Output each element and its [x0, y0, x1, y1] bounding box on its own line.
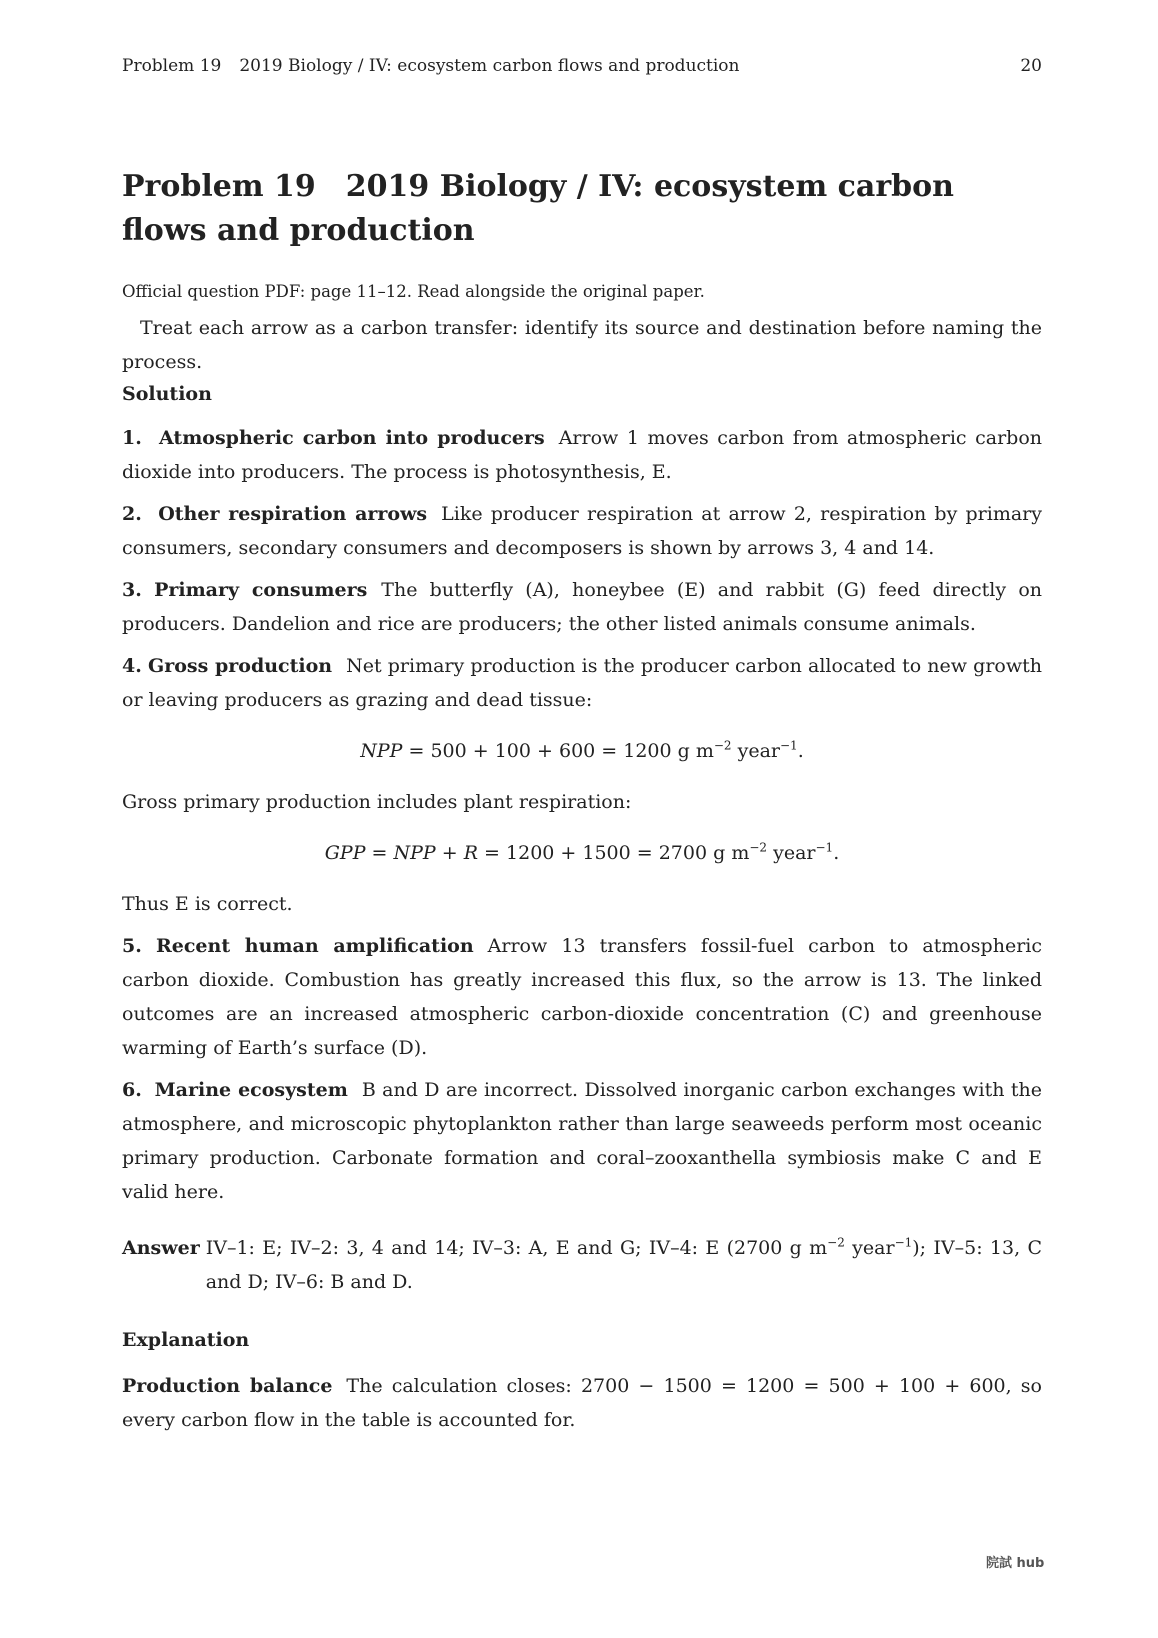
exponent: −1 [815, 840, 834, 855]
unit-year: year [731, 740, 780, 762]
item-number: 3. [122, 579, 142, 601]
item-title: Gross production [147, 655, 333, 677]
problem-subject: 2019 Biology / IV: ecosystem carbon flows and production [122, 169, 954, 248]
exponent: −1 [780, 738, 798, 753]
item-number: 1. [122, 427, 142, 449]
answer-block [122, 1231, 1042, 1299]
explanation-heading: Explanation [122, 1329, 250, 1351]
running-head [122, 56, 1042, 76]
running-head-title [122, 56, 740, 76]
conclusion-4: Thus E is correct. [122, 893, 293, 915]
problem-number: Problem 19 [122, 169, 316, 204]
solution-item [122, 649, 1042, 717]
gpp-value: = 1200 + 1500 = 2700 g m [478, 842, 750, 864]
item-text: The calculation closes: 2700 − 1500 = 1200 = 500 + 100 + 600, so every carbon flow in the table is accounted for. [122, 1375, 1042, 1431]
explanation-item [122, 1369, 1042, 1437]
answer-text [206, 1231, 1042, 1299]
intro-paragraph: Treat each arrow as a carbon transfer: identify its source and destination before naming the process. [122, 317, 1042, 373]
r-symbol: R [463, 842, 479, 864]
main-content [122, 165, 1042, 1445]
footer-logo: 院試 hub [986, 1556, 1045, 1571]
solution-item [122, 929, 1042, 1065]
source-note: Official question PDF: page 11–12. Read alongside the original paper. [122, 282, 705, 301]
item-title: Primary consumers [154, 579, 368, 601]
running-head-subject: 2019 Biology / IV: ecosystem carbon flows and production [239, 56, 740, 76]
answer-part: IV–1: E; IV–2: 3, 4 and 14; IV–3: A, E and G; IV–4: E (2700 g m [205, 1237, 828, 1259]
exponent: −2 [749, 840, 768, 855]
equation-end: . [833, 842, 840, 864]
unit-year: year [844, 1237, 895, 1259]
solution-heading: Solution [122, 383, 212, 405]
item-number: 4. [122, 655, 142, 677]
item-title: Marine ecosystem [154, 1079, 348, 1101]
page-number: 20 [1020, 56, 1042, 76]
item-text: The butterfly (A), honeybee (E) and rabbit (G) feed directly on producers. Dandelion and rice are producers; the other listed animals consume animals. [122, 579, 1042, 635]
equals: = [365, 842, 394, 864]
exponent: −1 [894, 1235, 913, 1250]
npp-equation [122, 735, 1042, 767]
item-title: Recent human amplification [155, 935, 474, 957]
running-head-problem: Problem 19 [122, 56, 222, 76]
gpp-equation [122, 837, 1042, 869]
answer-part: ); IV–5: 13, C and D; IV–6: B and D. [205, 1237, 1042, 1293]
item-text: Arrow 13 transfers fossil-fuel carbon to atmospheric carbon dioxide. Combustion has greatly increased this flux, so the arrow is 13. The linked outcomes are an increased atmospheric carbon-dioxide concentration (C) and greenhouse warming of Earth’s surface (D). [122, 935, 1042, 1059]
plus: + [435, 842, 464, 864]
item-text: Arrow 1 moves carbon from atmospheric carbon dioxide into producers. The process is photosynthesis, E. [122, 427, 1043, 483]
npp-symbol: NPP [360, 740, 403, 762]
item-title: Atmospheric carbon into producers [159, 427, 545, 449]
exponent: −2 [713, 738, 732, 753]
item-title: Production balance [122, 1375, 333, 1397]
item-text: Net primary production is the producer carbon allocated to new growth or leaving producers as grazing and dead tissue: [122, 655, 1042, 711]
unit-year: year [767, 842, 816, 864]
solution-item [122, 1073, 1042, 1209]
answer-label: Answer [122, 1237, 200, 1259]
gpp-intro: Gross primary production includes plant respiration: [122, 791, 632, 813]
item-text: B and D are incorrect. Dissolved inorganic carbon exchanges with the atmosphere, and microscopic phytoplankton rather than large seaweeds perform most oceanic primary production. Carbonate formation and coral–zooxanthella symbiosis make C and E valid here. [122, 1079, 1042, 1203]
item-title: Other respiration arrows [158, 503, 428, 525]
equation-end: . [797, 740, 804, 762]
npp-value: = 500 + 100 + 600 = 1200 g m [402, 740, 714, 762]
exponent: −2 [827, 1235, 845, 1250]
solution-item [122, 421, 1042, 489]
item-number: 5. [122, 935, 142, 957]
item-text: Like producer respiration at arrow 2, respiration by primary consumers, secondary consumers and decomposers is shown by arrows 3, 4 and 14. [122, 503, 1042, 559]
item-number: 6. [122, 1079, 142, 1101]
solution-item [122, 573, 1042, 641]
npp-symbol: NPP [393, 842, 436, 864]
solution-item [122, 497, 1042, 565]
problem-title [122, 165, 1042, 253]
gpp-symbol: GPP [324, 842, 366, 864]
item-number: 2. [122, 503, 142, 525]
